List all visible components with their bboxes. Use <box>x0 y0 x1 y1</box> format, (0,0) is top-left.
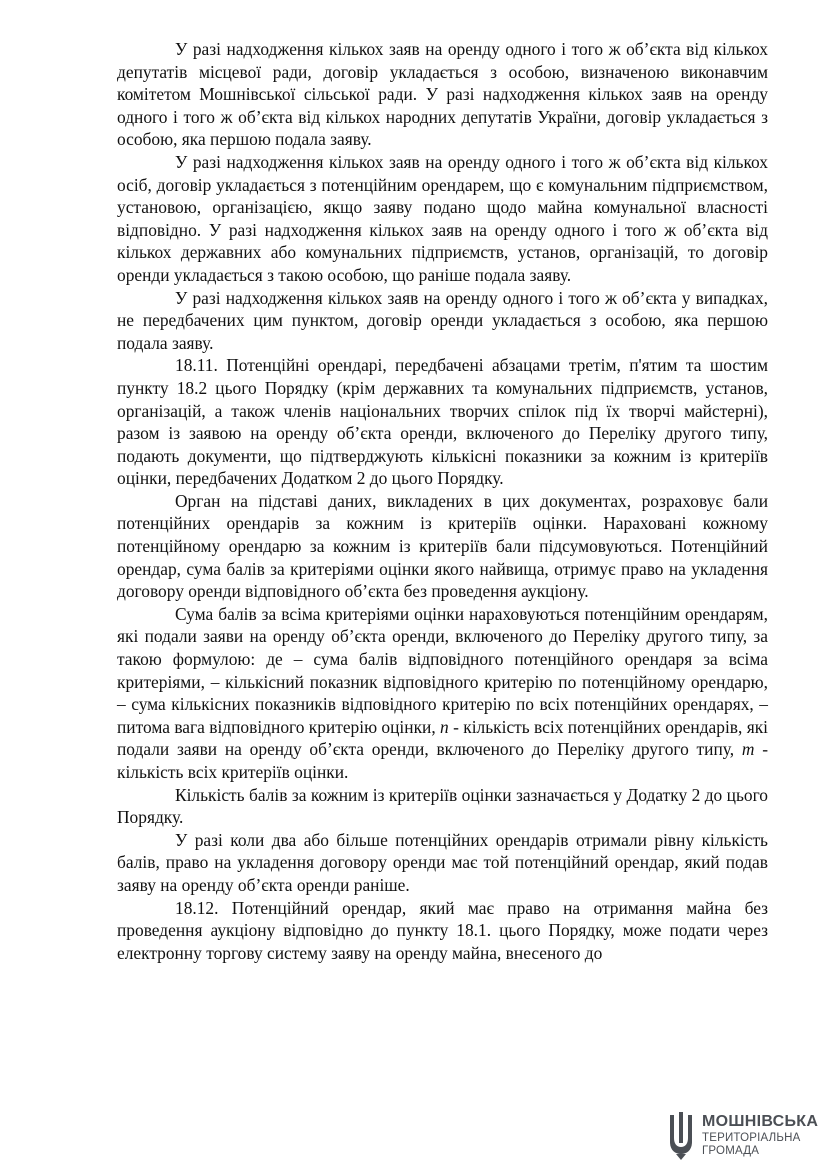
community-logo <box>666 1112 819 1164</box>
paragraph-3: У разі надходження кількох заяв на оренду одного і того ж об’єкта у випадках, не передбачених цим пунктом, договір оренди укладається з особою, яка першою подала заяву. <box>117 287 768 353</box>
paragraph-18-11: 18.11. Потенційні орендарі, передбачені абзацами третім, п'ятим та шостим пункту 18.2 цього Порядку (крім державних та комунальних підприємств, установ, організацій, а також членів національних творчих спілок під їх творчі майстерні), разом із заявою на оренду об’єкта оренди, включеного до Переліку другого типу, подають документи, що підтверджують кількісні показники за кожним із критеріїв оцінки, передбачених Додатком 2 до цього Порядку. <box>117 355 768 489</box>
formula-text-2: - кількість всіх потенційних орендарів, які подали заяви на оренду об’єкта оренди, включеного до Переліку другого типу, <box>117 716 768 760</box>
logo-line-2: ТЕРИТОРІАЛЬНА <box>702 1132 801 1144</box>
paragraph-7: Кількість балів за кожним із критеріїв оцінки зазначається у Додатку 2 до цього Порядку. <box>117 784 768 828</box>
logo-line-3: ГРОМАДА <box>702 1145 760 1157</box>
formula-var-n: n <box>440 716 449 737</box>
paragraph-5: Орган на підставі даних, викладених в цих документах, розраховує бали потенційних орендарів за кожним із критеріїв оцінки. Нараховані кожному потенційному орендарю за кожним із критеріїв бали підсумовуються. Потенційний орендар, сума балів за критеріями оцінки якого найвища, отримує право на укладення договору оренди відповідного об’єкта без проведення аукціону. <box>117 490 768 602</box>
paragraph-8: У разі коли два або більше потенційних орендарів отримали рівну кількість балів, право на укладення договору оренди має той потенційний орендар, який подав заяву на оренду об’єкта оренди раніше. <box>117 829 768 895</box>
paragraph-18-12: 18.12. Потенційний орендар, який має право на отримання майна без проведення аукціону відповідно до пункту 18.1. цього Порядку, може подати через електронну торгову систему заяву на оренду майна, внесеного до <box>117 897 768 963</box>
paragraph-formula <box>117 603 768 784</box>
formula-var-m: m <box>741 739 755 760</box>
paragraph-1: У разі надходження кількох заяв на оренду одного і того ж об’єкта від кількох депутатів місцевої ради, договір укладається з особою, визначеною виконавчим комітетом Мошнівської сільської ради. У разі надходження кількох заяв на оренду одного і того ж об’єкта від кількох народних депутатів України, договір укладається з особою, яка першою подала заяву. <box>117 39 768 150</box>
formula-text-1: Сума балів за всіма критеріями оцінки нараховуються потенційним орендарям, які подали заяви на оренду об’єкта оренди, включеного до Переліку другого типу, за такою формулою: де – сума балів відповідного потенційного орендаря за всіма критеріями, – кількісний показник відповідного критерію по потенційному орендарю, – сума кількісних показників відповідного критерію по всіх потенційних орендарях, – питома вага відповідного критерію оцінки, <box>117 603 768 737</box>
document-body <box>117 38 768 964</box>
trident-icon <box>666 1112 696 1160</box>
paragraph-2: У разі надходження кількох заяв на оренду одного і того ж об’єкта від кількох осіб, договір укладається з потенційним орендарем, що є комунальним підприємством, установою, організацією, якщо заяву подано щодо майна комунальної власності відповідно. У разі надходження кількох заяв на оренду одного і того ж об’єкта від кількох державних або комунальних підприємств, установ, організацій, то договір оренди укладається з такою особою, що раніше подала заяву. <box>117 151 768 285</box>
logo-line-1: МОШНІВСЬКА <box>702 1113 819 1130</box>
formula-text-3: - кількість всіх критеріїв оцінки. <box>117 739 769 782</box>
